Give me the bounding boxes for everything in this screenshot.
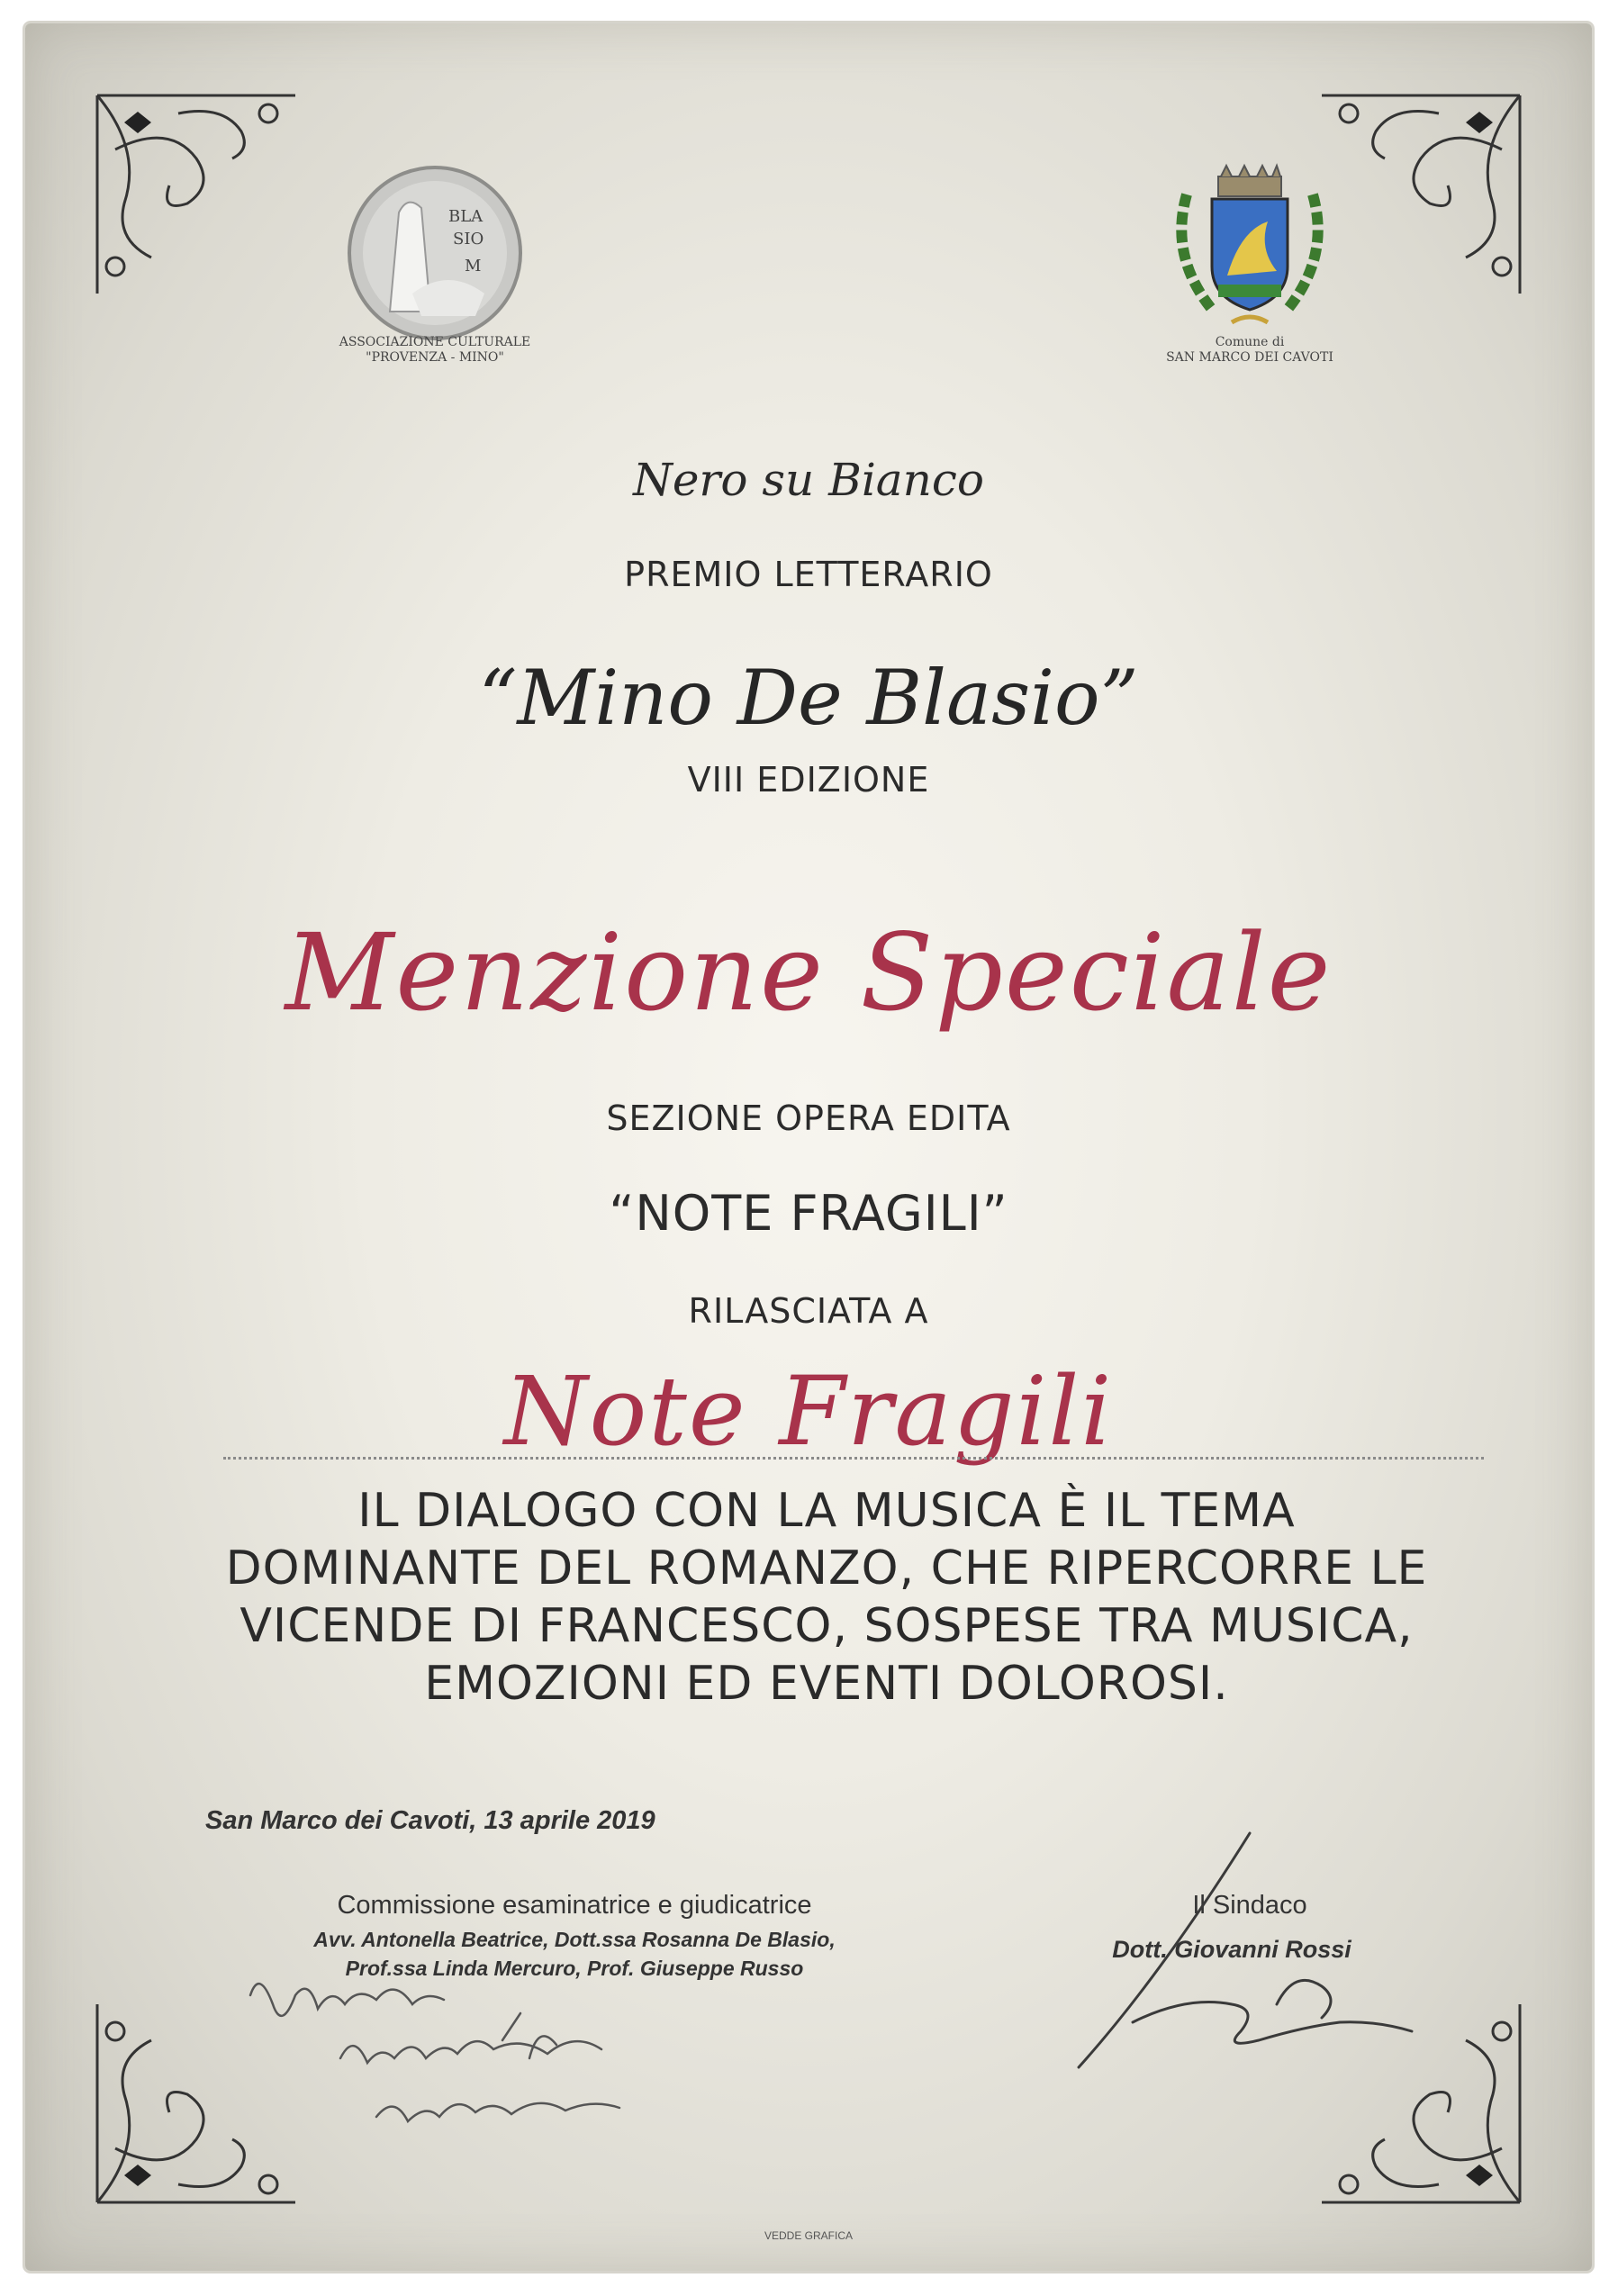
commission-members-line-2: Prof.ssa Linda Mercuro, Prof. Giuseppe Russo xyxy=(345,1957,804,1980)
award-motivation: IL DIALOGO CON LA MUSICA È IL TEMA DOMINANTE DEL ROMANZO, CHE RIPERCORRE LE VICENDE DI FRANCESCO, SOSPESE TRA MUSICA, EMOZIONI ED EVENTI DOLOROSI. xyxy=(225,1484,1428,1711)
association-caption xyxy=(286,335,583,366)
certificate-page xyxy=(25,23,1592,2271)
print-mark: VEDDE GRAFICA xyxy=(764,2229,853,2242)
svg-text:M: M xyxy=(465,257,482,276)
commission-title: Commissione esaminatrice e giudicatrice xyxy=(337,1891,812,1920)
work-title: “NOTE FRAGILI” xyxy=(609,1185,1008,1242)
recipient-name: Note Fragili xyxy=(503,1356,1114,1467)
municipality-caption xyxy=(1097,335,1403,366)
prize-line: PREMIO LETTERARIO xyxy=(624,555,993,594)
svg-text:BLA: BLA xyxy=(448,207,484,226)
divider xyxy=(223,1457,1484,1460)
commission-members-line-1: Avv. Antonella Beatrice, Dott.ssa Rosanna De Blasio, xyxy=(313,1928,836,1951)
municipality-caption-line-2: SAN MARCO DEI CAVOTI xyxy=(1166,350,1333,365)
corner-ornament-top-left-icon xyxy=(88,86,313,312)
municipality-caption-line-1: Comune di xyxy=(1215,335,1285,349)
granted-to-label: RILASCIATA A xyxy=(688,1291,929,1331)
edition-label: VIII EDIZIONE xyxy=(687,760,930,800)
association-caption-line-2: "PROVENZA - MINO" xyxy=(366,350,504,365)
town-coat-of-arms-icon xyxy=(1133,158,1367,339)
place-and-date: San Marco dei Cavoti, 13 aprile 2019 xyxy=(205,1806,655,1835)
mayor-signature-icon xyxy=(1052,1815,1448,2085)
commission-signatures-icon xyxy=(232,1959,791,2166)
award-title: Menzione Speciale xyxy=(285,910,1333,1035)
series-title: Nero su Bianco xyxy=(633,454,984,506)
association-caption-line-1: ASSOCIAZIONE CULTURALE xyxy=(339,335,531,349)
mayor-title: Il Sindaco xyxy=(1192,1891,1307,1920)
section-label: SEZIONE OPERA EDITA xyxy=(606,1098,1011,1138)
svg-text:SIO: SIO xyxy=(453,230,484,249)
mayor-name: Dott. Giovanni Rossi xyxy=(1112,1936,1351,1963)
prize-name: “Mino De Blasio” xyxy=(478,654,1139,742)
